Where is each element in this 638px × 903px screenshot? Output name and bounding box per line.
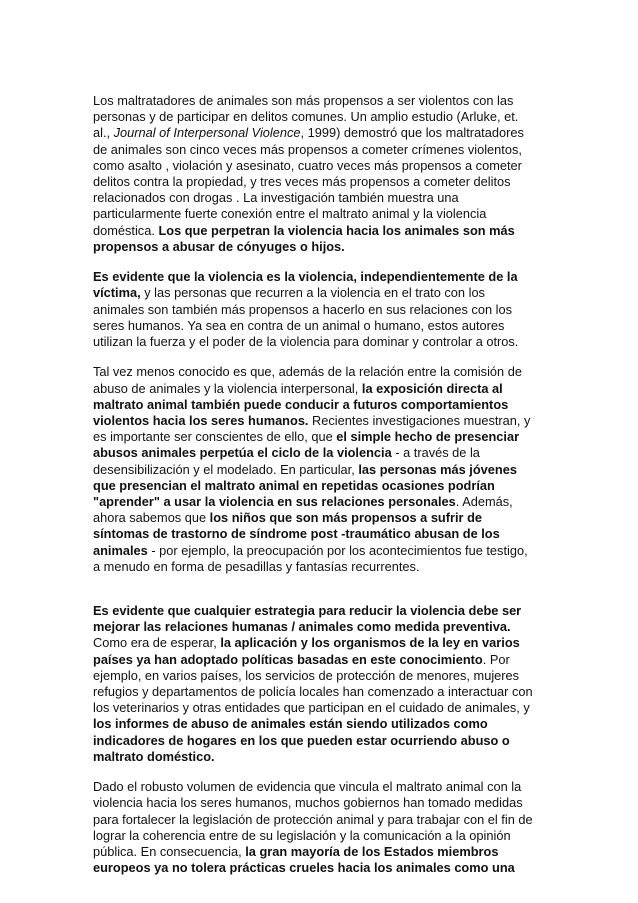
text-line <box>93 125 545 141</box>
bold-text: países ya han adoptado políticas basadas en este conocimiento <box>93 651 483 667</box>
text-run: desensibilización y el modelado. En particular, <box>93 461 359 477</box>
text-run: a menudo en forma de pesadillas y fantasías recurrentes. <box>93 558 420 574</box>
bold-text: mejorar las relaciones humanas / animales como medida preventiva. <box>93 619 511 635</box>
bold-text: Es evidente que la violencia es la violencia, independientemente de la <box>93 269 518 285</box>
bold-text: las personas más jóvenes <box>358 461 517 477</box>
text-line <box>93 302 545 318</box>
text-line <box>93 478 545 494</box>
text-line <box>93 700 545 716</box>
bold-text: violentos hacia los seres humanos. <box>93 413 309 429</box>
bold-text: la gran mayoría de los Estados miembros <box>245 844 499 860</box>
text-line <box>93 397 545 413</box>
text-run: , 1999) demostró que los maltratadores <box>300 125 524 141</box>
text-line <box>93 190 545 206</box>
text-run: violencia hacia los seres humanos, muchos gobiernos han tomado medidas <box>93 795 523 811</box>
bold-text: maltrato animal también puede conducir a futuros comportamientos <box>93 396 509 412</box>
text-run: los veterinarios y otras entidades que participan en el cuidado de animales, y <box>93 700 530 716</box>
text-run: es importante ser conscientes de ello, que <box>93 429 337 445</box>
bold-text: los niños que son más propensos a sufrir de <box>209 510 483 526</box>
text-run: como asalto , violación y asesinato, cuatro veces más propensos a cometer <box>93 157 522 173</box>
bold-text: "aprender" a usar la violencia en sus relaciones personales <box>93 494 456 510</box>
text-line <box>93 860 545 876</box>
bold-text: abusos animales perpetúa el ciclo de la violencia <box>93 445 392 461</box>
text-line <box>93 684 545 700</box>
text-line <box>93 285 545 301</box>
text-run: animales son también más propensos a hacerlo en sus relaciones con los <box>93 301 512 317</box>
text-line <box>93 334 545 350</box>
text-run: pública. En consecuencia, <box>93 844 246 860</box>
text-line <box>93 668 545 684</box>
bold-text: que presencian el maltrato animal en repetidas ocasiones podrían <box>93 477 495 493</box>
text-run: lograr la coherencia entre de su legislación y la comunicación a la opinión <box>93 827 511 843</box>
text-run: ejemplo, en varios países, los servicios de protección de menores, mujeres <box>93 667 520 683</box>
text-run: doméstica. <box>93 222 159 238</box>
text-run: Recientes investigaciones muestran, y <box>308 413 531 429</box>
paragraph-2 <box>93 269 545 350</box>
text-run: al., <box>93 125 114 141</box>
text-line <box>93 559 545 575</box>
text-line <box>93 206 545 222</box>
bold-text: víctima, <box>93 285 141 301</box>
text-run: Dado el robusto volumen de evidencia que vincula el maltrato animal con la <box>93 779 522 795</box>
text-run: Los maltratadores de animales son más propensos a ser violentos con las <box>93 93 514 108</box>
text-line <box>93 652 545 668</box>
text-run: delitos contra la propiedad, y tres veces más propensos a cometer delitos <box>93 174 511 190</box>
text-run: Tal vez menos conocido es que, además de la relación entre la comisión de <box>93 364 522 380</box>
text-line <box>93 158 545 174</box>
text-line <box>93 445 545 461</box>
text-run: Como era de esperar, <box>93 635 221 651</box>
text-line <box>93 603 545 619</box>
text-run: relacionados con drogas . La investigación también muestra una <box>93 190 459 206</box>
text-line <box>93 239 545 255</box>
bold-text: animales <box>93 542 148 558</box>
italic-text: Journal of Interpersonal Violence <box>113 125 301 141</box>
text-line <box>93 109 545 125</box>
bold-text: Los que perpetran la violencia hacia los animales son más <box>158 222 515 238</box>
paragraph-5 <box>93 779 545 876</box>
bold-text: indicadores de hogares en los que pueden estar ocurriendo abuso o <box>93 732 510 748</box>
text-line <box>93 795 545 811</box>
bold-text: Es evidente que cualquier estrategia para reducir la violencia debe ser <box>93 603 522 619</box>
text-line <box>93 716 545 732</box>
text-line <box>93 269 545 285</box>
paragraph-1 <box>93 93 545 255</box>
text-line <box>93 174 545 190</box>
text-line <box>93 223 545 239</box>
text-line <box>93 318 545 334</box>
text-line <box>93 510 545 526</box>
text-run: particularmente fuerte conexión entre el maltrato animal y la violencia <box>93 206 487 222</box>
bold-text: europeos ya no tolera prácticas crueles hacia los animales como una <box>93 860 515 876</box>
bold-text: la aplicación y los organismos de la ley en varios <box>220 635 520 651</box>
bold-text: maltrato doméstico. <box>93 748 215 764</box>
text-run: - por ejemplo, la preocupación por los acontecimientos fue testigo, <box>147 542 528 558</box>
document-page <box>93 93 545 877</box>
text-run: ahora sabemos que <box>93 510 210 526</box>
bold-text: la exposición directa al <box>361 380 503 396</box>
text-run: para fortalecer la legislación de protección animal y para trabajar con el fin de <box>93 811 533 827</box>
text-run: de animales son cinco veces más propensos a cometer crímenes violentos, <box>93 141 522 157</box>
text-line <box>93 812 545 828</box>
text-line <box>93 779 545 795</box>
text-line <box>93 733 545 749</box>
text-line <box>93 413 545 429</box>
text-run: refugios y departamentos de policía locales han comenzado a interactuar con <box>93 684 533 700</box>
text-line <box>93 93 545 109</box>
text-line <box>93 462 545 478</box>
bold-text: los informes de abuso de animales están siendo utilizados como <box>93 716 488 732</box>
text-line <box>93 429 545 445</box>
text-line <box>93 635 545 651</box>
bold-text: propensos a abusar de cónyuges o hijos. <box>93 238 345 254</box>
text-run: abuso de animales y la violencia interpersonal, <box>93 380 362 396</box>
text-run: utilizan la fuerza y el poder de la violencia para dominar y controlar a otros. <box>93 334 519 350</box>
paragraph-3 <box>93 364 545 575</box>
text-line <box>93 494 545 510</box>
text-run: . Por <box>482 651 510 667</box>
text-run: seres humanos. Ya sea en contra de un animal o humano, estos autores <box>93 317 505 333</box>
text-line <box>93 619 545 635</box>
text-run: - a través de la <box>391 445 480 461</box>
text-line <box>93 364 545 380</box>
text-line <box>93 828 545 844</box>
bold-text: el simple hecho de presenciar <box>336 429 520 445</box>
text-run: y las personas que recurren a la violencia en el trato con los <box>140 285 485 301</box>
paragraph-4 <box>93 603 545 765</box>
text-line <box>93 381 545 397</box>
text-line <box>93 749 545 765</box>
text-line <box>93 142 545 158</box>
text-run: . Además, <box>455 494 513 510</box>
text-line <box>93 526 545 542</box>
bold-text: síntomas de trastorno de síndrome post -traumático abusan de los <box>93 526 500 542</box>
text-line <box>93 844 545 860</box>
text-line <box>93 543 545 559</box>
text-run: personas y de participar en delitos comunes. Un amplio estudio (Arluke, et. <box>93 109 519 125</box>
